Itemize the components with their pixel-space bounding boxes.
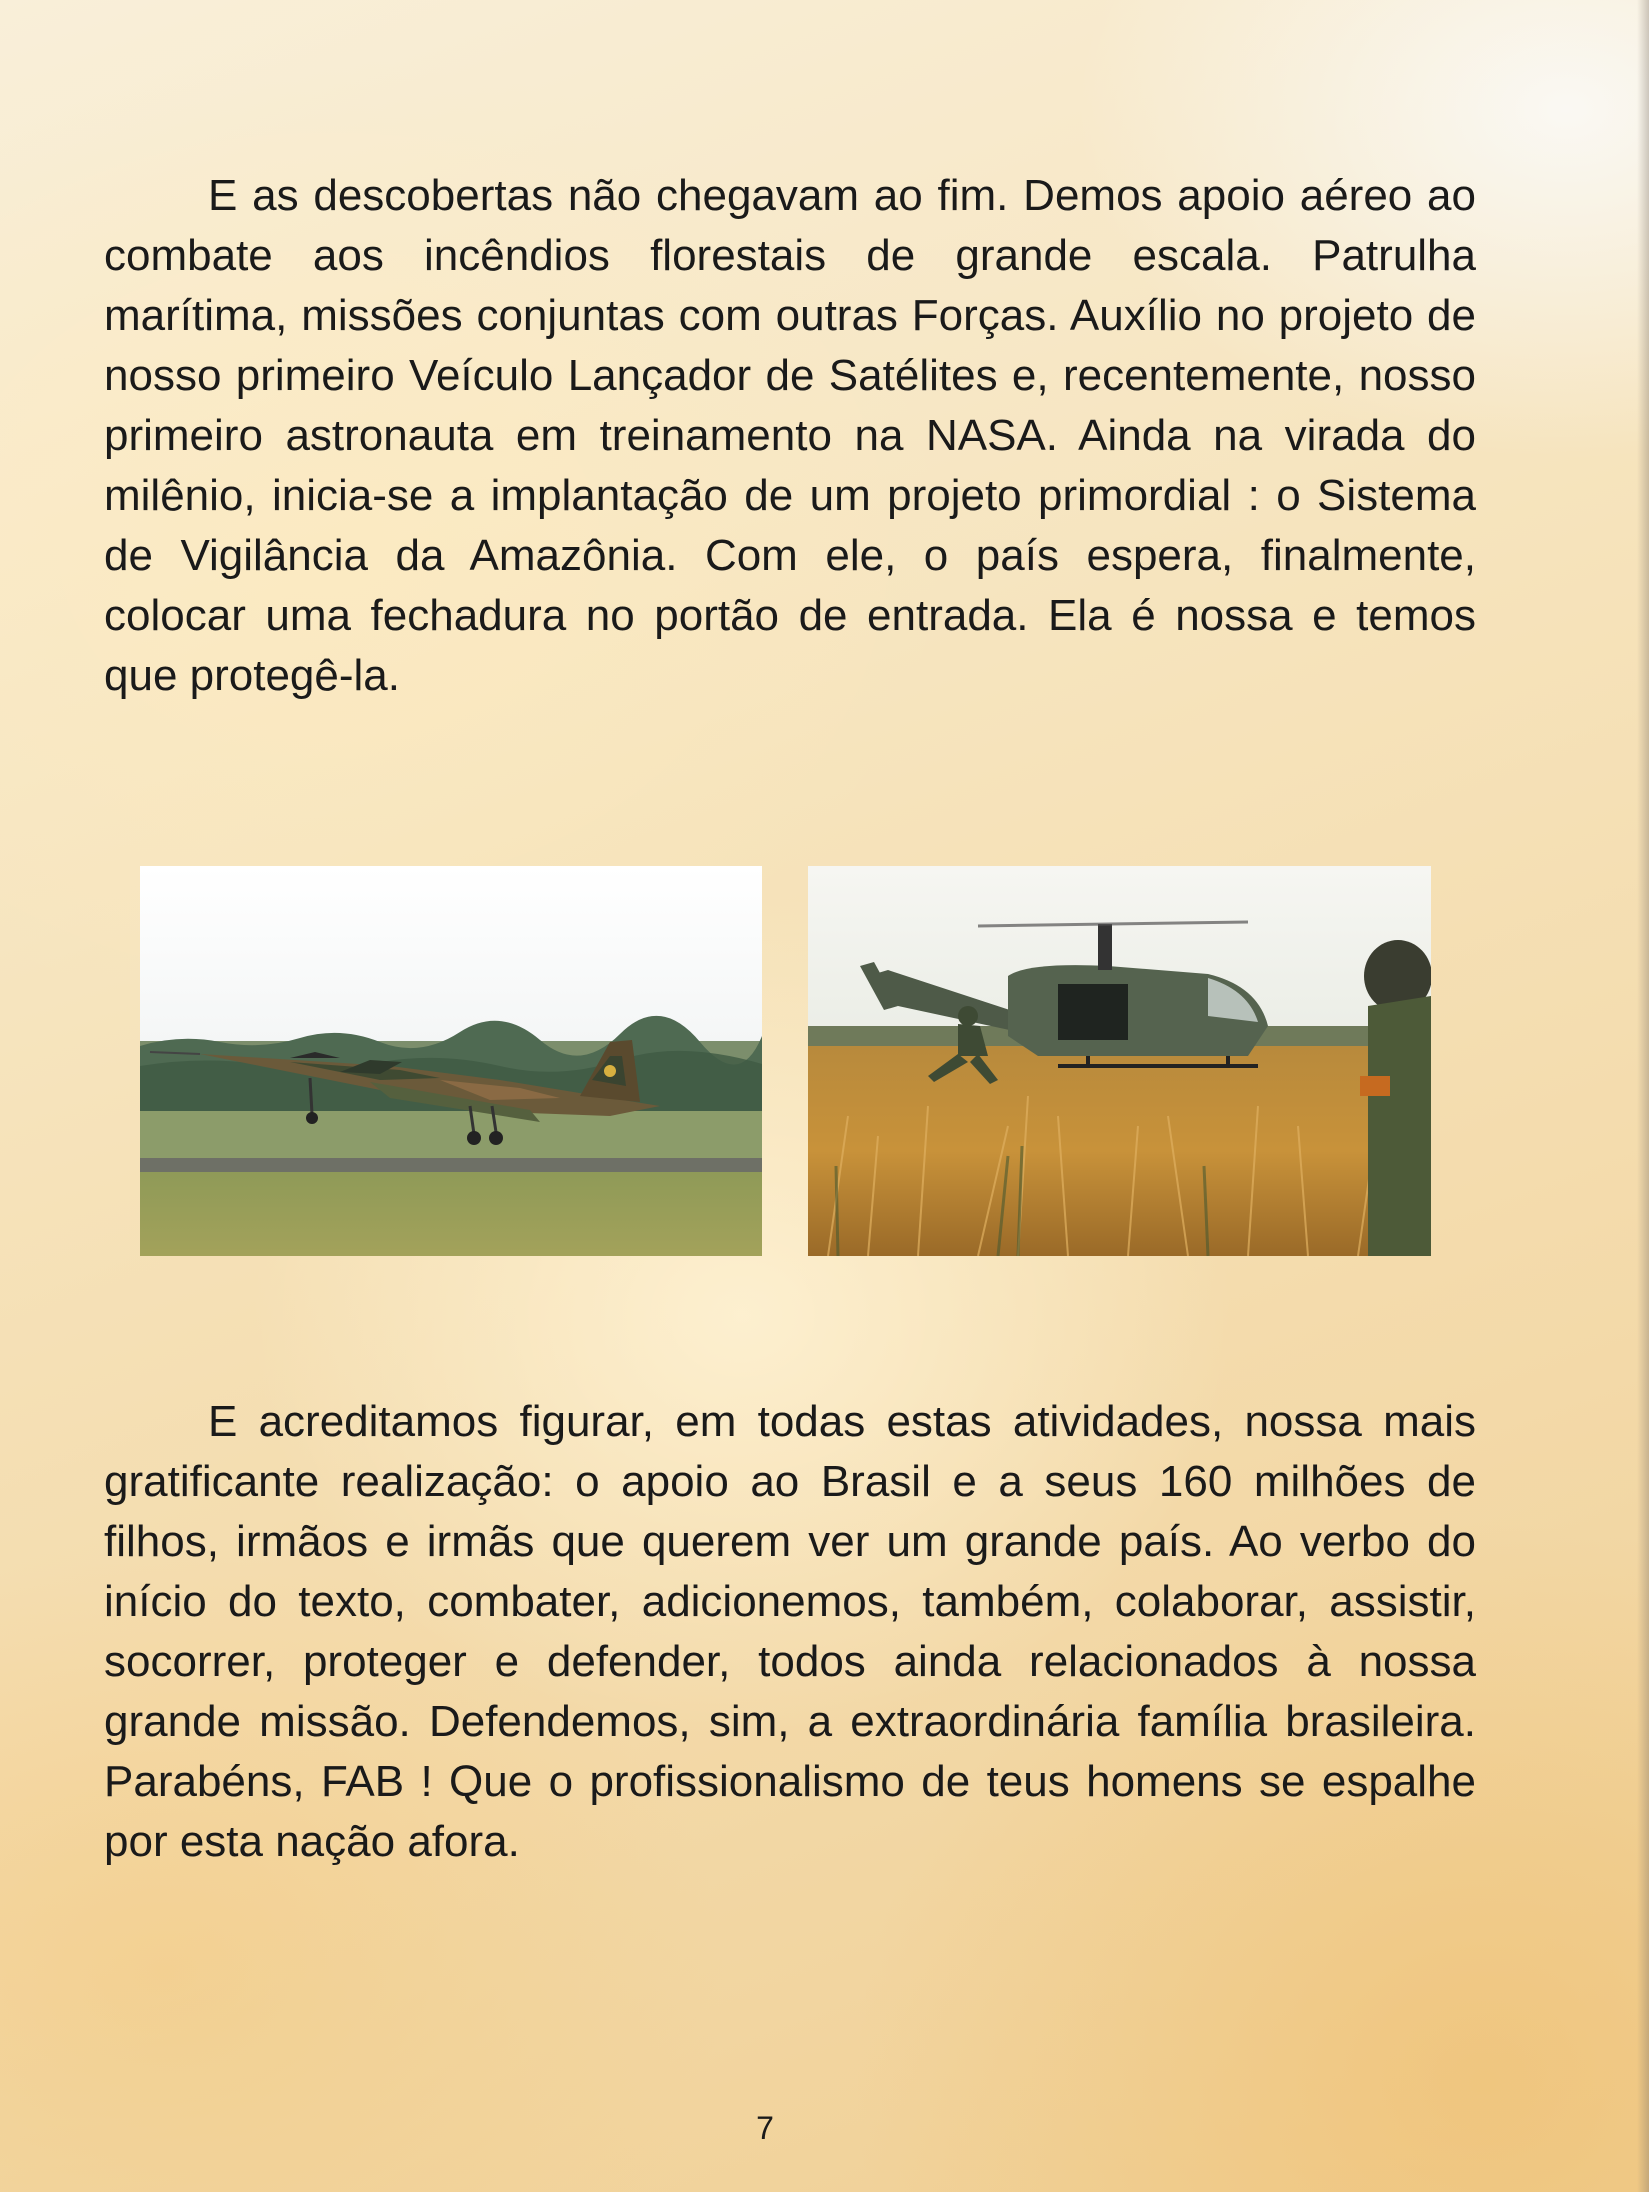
photo-fighter-jet-landing (140, 866, 762, 1256)
page-number: 7 (756, 2110, 774, 2146)
photo-helicopter-troops (808, 866, 1431, 1256)
page-edge-shadow (1637, 0, 1649, 2192)
body-paragraph-1: E as descobertas não chegavam ao fim. Demos apoio aéreo ao combate aos incêndios florestais de grande escala. Patrulha marítima, missões conjuntas com outras Forças. Auxílio no projeto de nosso primeiro Veículo Lançador de Satélites e, recentemente, nosso primeiro astronauta em treinamento na NASA. Ainda na virada do milênio, inicia-se a implantação de um projeto primordial : o Sistema de Vigilância da Amazônia. Com ele, o país espera, finalmente, colocar uma fechadura no portão de entrada. Ela é nossa e temos que protegê-la. (104, 171, 1476, 700)
body-paragraph-2: E acreditamos figurar, em todas estas atividades, nossa mais gratificante realização: o apoio ao Brasil e a seus 160 milhões de filhos, irmãos e irmãs que querem ver um grande país. Ao verbo do início do texto, combater, adicionemos, também, colaborar, assistir, socorrer, proteger e defender, todos ainda relacionados à nossa grande missão. Defendemos, sim, a extraordinária família brasileira. Parabéns, FAB ! Que o profissionalismo de teus homens se espalhe por esta nação afora. (104, 1397, 1476, 1866)
